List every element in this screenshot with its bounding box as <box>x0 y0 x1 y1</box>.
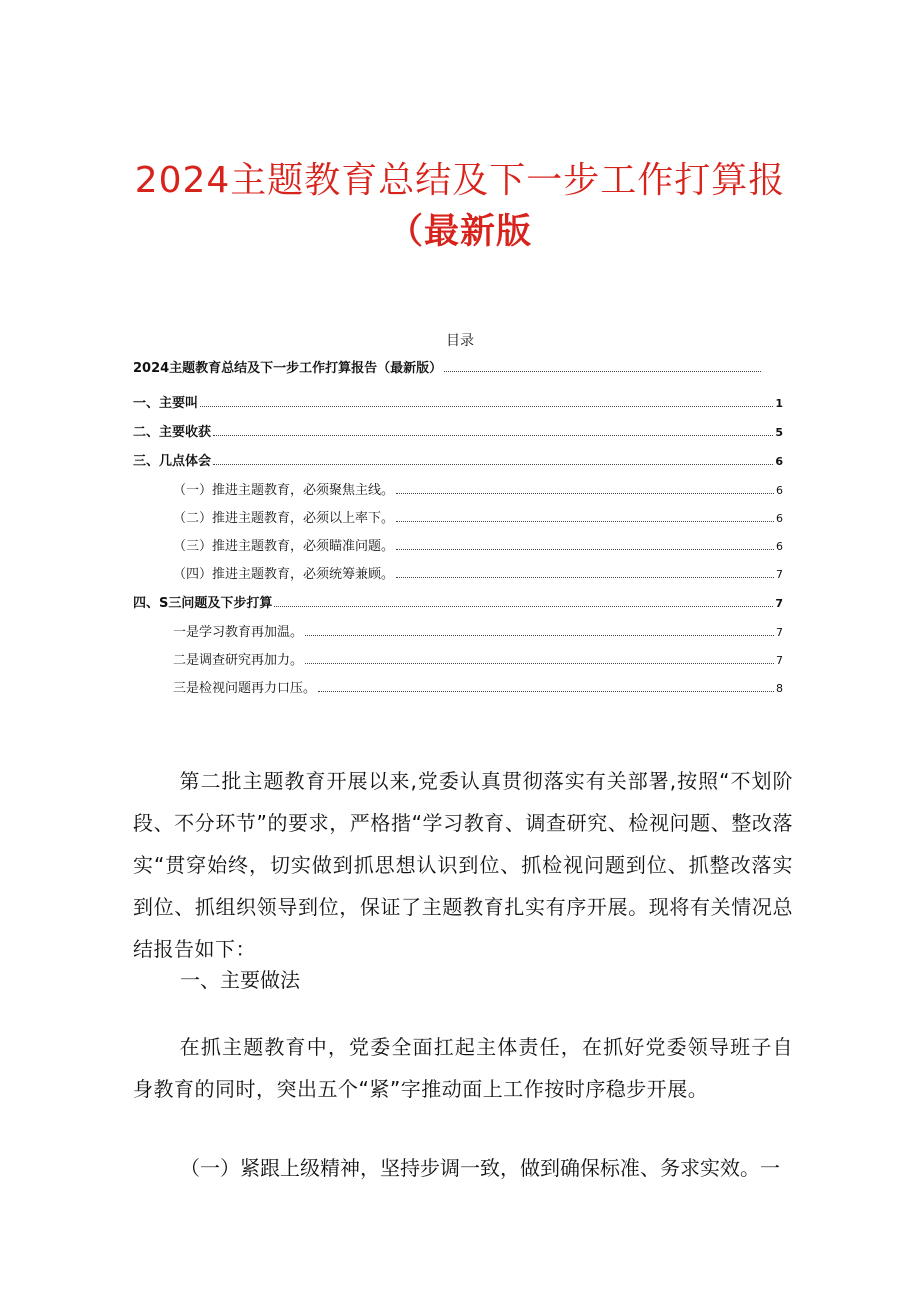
toc-leader-dots <box>444 360 761 372</box>
intro-paragraph <box>133 760 793 970</box>
toc-leader-dots <box>396 566 774 578</box>
toc-entry-label: 二、主要收获 <box>133 425 212 440</box>
toc-entry-page: 7 <box>775 597 783 610</box>
toc-entry-label: 一是学习教育再加温。 <box>173 625 304 640</box>
toc-leader-dots <box>396 510 774 522</box>
toc-entry[interactable] <box>173 677 783 697</box>
toc-entry-label: 四、S三问题及下步打算 <box>133 596 273 611</box>
toc-leader-dots <box>305 652 774 664</box>
toc-entry-page: 7 <box>776 568 783 581</box>
section1-paragraph-text: 在抓主题教育中，党委全面扛起主体责任，在抓好党委领导班子自身教育的同时，突出五个“紧”字推动面上工作按时序稳步开展。 <box>133 1035 793 1101</box>
toc-leader-dots <box>213 453 773 465</box>
toc-entry[interactable] <box>173 649 783 669</box>
toc-entry[interactable] <box>133 592 783 612</box>
toc-entry-label: （三）推进主题教育，必须瞄准问题。 <box>173 539 395 554</box>
toc-entry-label: 三、几点体会 <box>133 454 212 469</box>
toc-entry[interactable] <box>173 507 783 527</box>
toc-entry-page: 5 <box>775 426 783 439</box>
toc-entry-label: （一）推进主题教育，必须聚焦主线。 <box>173 483 395 498</box>
section1-paragraph <box>133 1026 793 1110</box>
section-heading-main-practices: 一、主要做法 <box>180 968 300 992</box>
toc-entry[interactable] <box>133 392 783 412</box>
toc-entry-page: 8 <box>776 682 783 695</box>
toc-leader-dots <box>213 424 773 436</box>
toc-entry[interactable] <box>133 357 763 377</box>
toc-entry-label: 2024主题教育总结及下一步工作打算报告（最新版） <box>133 361 443 376</box>
toc-entry-label: 二是调查研究再加力。 <box>173 653 304 668</box>
toc-entry[interactable] <box>173 479 783 499</box>
toc-entry[interactable] <box>173 535 783 555</box>
toc-entry-page: 6 <box>776 484 783 497</box>
toc-heading: 目录 <box>446 333 474 349</box>
toc-entry-label: 三是检视问题再力口压。 <box>173 681 317 696</box>
toc-entry-label: （二）推进主题教育，必须以上率下。 <box>173 511 395 526</box>
toc-entry-page: 7 <box>776 626 783 639</box>
toc-entry-label: 一、主要叫 <box>133 396 199 411</box>
toc-entry-page: 6 <box>775 455 783 468</box>
toc-leader-dots <box>274 595 773 607</box>
document-title-line-2: （最新版 <box>387 212 532 252</box>
toc-entry[interactable] <box>173 621 783 641</box>
toc-entry[interactable] <box>133 421 783 441</box>
toc-leader-dots <box>200 395 773 407</box>
toc-leader-dots <box>305 624 774 636</box>
toc-entry-label: （四）推进主题教育，必须统筹兼顾。 <box>173 567 395 582</box>
toc-leader-dots <box>318 680 774 692</box>
toc-entry[interactable] <box>173 563 783 583</box>
toc-leader-dots <box>396 538 774 550</box>
document-title-line-1: 2024主题教育总结及下一步工作打算报 <box>134 160 786 201</box>
toc-entry-page: 6 <box>776 512 783 525</box>
toc-entry-page: 1 <box>775 397 783 410</box>
toc-entry-page: 7 <box>776 654 783 667</box>
intro-paragraph-text: 第二批主题教育开展以来,党委认真贯彻落实有关部署,按照“不划阶段、不分环节”的要求，严格揩“学习教育、调查研究、检视问题、整改落实“贯穿始终，切实做到抓思想认识到位、抓检视问题到位、抓整改落实到位、抓组织领导到位，保证了主题教育扎实有序开展。现将有关情况总结报告如下： <box>133 769 793 961</box>
toc-entry[interactable] <box>133 450 783 470</box>
toc-leader-dots <box>396 482 774 494</box>
subsection-heading-1: （一）紧跟上级精神，坚持步调一致，做到确保标准、务求实效。一 <box>180 1156 780 1180</box>
toc-entry-page: 6 <box>776 540 783 553</box>
